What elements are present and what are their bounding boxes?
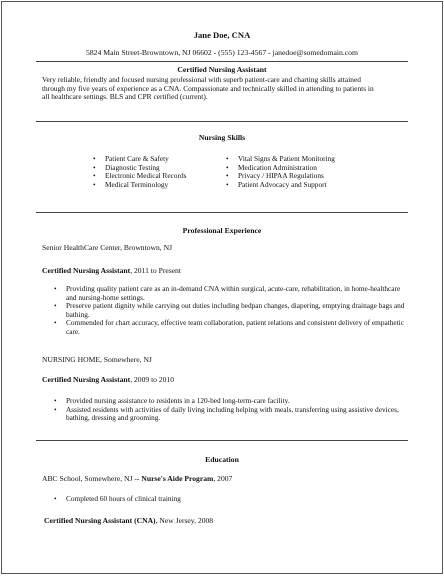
duty-item: • Providing quality patient care as an in-demand CNA within surgical, acute-care, rehabilitation, in home-healthcare and nursing-home settings. [54,284,401,302]
resume-page [1,1,443,574]
skill-item: • Diagnostic Testing [93,162,160,172]
certification-line: Certified Nursing Assistant (CNA), New Jersey, 2008 [44,516,214,525]
resume-name: Jane Doe, CNA [193,30,251,40]
duty-item: • Preserve patient dignity while carrying out duties including bedpan changes, diapering, emptying drainage bags and bathing. [54,301,405,319]
job-2-duties [54,397,409,423]
education-line: ABC School, Somewhere, NJ -- Nurse's Aide Program, 2007 [42,474,233,483]
divider [36,440,408,441]
education-title: Education [205,455,239,464]
employer-2: NURSING HOME, Somewhere, NJ [42,355,152,364]
skill-item: • Patient Advocacy and Support [226,179,327,189]
skills-title: Nursing Skills [198,133,246,142]
duty-item: • Assisted residents with activities of daily living including helping with meals, transferring using assistive devices, bathing, dressing and grooming. [54,404,399,423]
summary-title: Certified Nursing Assistant [177,65,267,74]
skill-item: • Patient Care & Safety [93,154,169,163]
experience-title: Professional Experience [182,226,262,235]
skill-item: • Privacy / HIPAA Regulations [226,171,324,181]
skill-item: • Electronic Medical Records [93,171,187,181]
skills-list-right [226,155,376,189]
skills-list-left [93,155,218,189]
duty-item: • Commended for chart accuracy, effective team collaboration, patient relations and consistent delivery of empathetic care. [54,318,404,336]
job-title-2: Certified Nursing Assistant, 2009 to 2010 [42,375,175,384]
skill-item: • Vital Signs & Patient Monitoring [226,154,335,163]
job-1-duties [54,285,409,337]
skill-item: • Medical Terminology [93,179,169,189]
divider [36,212,408,213]
divider [36,121,408,122]
education-details [54,495,374,504]
divider [36,61,408,62]
summary-text: Very reliable, friendly and focused nursing professional with superb patient-care and charting skills attained through my five years of experience as a CNA. Compassionate and technically skilled in attending to patients in all healthcare settings. BLS and CPR certified (current). [42,75,374,102]
job-title-1: Certified Nursing Assistant, 2011 to Present [42,266,181,275]
skill-item: • Medication Administration [226,162,317,172]
duty-item: • Provided nursing assistance to residents in a 120-bed long-term-care facility. [54,396,290,405]
education-item: • Completed 60 hours of clinical training [54,494,181,503]
contact-line: 5824 Main Street-Browntown, NJ 06602 - (555) 123-4567 - janedoe@somedomain.com [85,48,359,57]
employer-1: Senior HealthCare Center, Browntown, NJ [42,243,173,252]
